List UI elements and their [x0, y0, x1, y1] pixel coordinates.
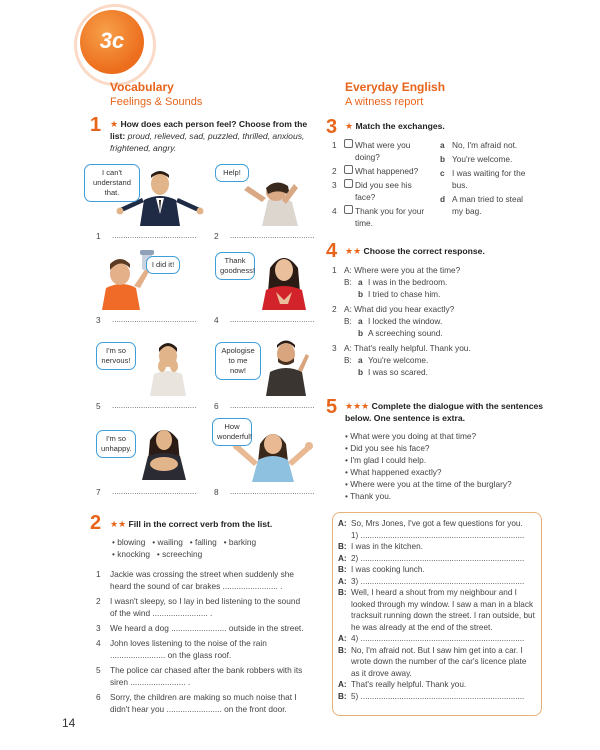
ex4-item-number: 2	[332, 304, 337, 314]
ex5-number: 5	[326, 396, 338, 418]
speech-bubble-6: Apologise to me now!	[215, 342, 261, 380]
ex5-instruction	[345, 400, 545, 424]
ex2-sentence-line: of the wind ........................ .	[110, 608, 213, 618]
ex1-answer-line-2: ......................................	[230, 231, 315, 240]
ex3-left-text: face?	[355, 192, 376, 202]
ex1-item-4-number: 4	[214, 315, 219, 325]
ex5-stars: ★★★	[345, 401, 370, 411]
ex4-option-a[interactable]: You're welcome.	[368, 355, 429, 365]
ex2-word-list-row-2: • knocking • screeching	[112, 549, 203, 559]
ex1-item-3-number: 3	[96, 315, 101, 325]
ex4-option-letter[interactable]: a	[358, 277, 363, 287]
ex2-word: knocking	[117, 549, 150, 559]
page-number: 14	[62, 716, 76, 730]
ex1-item-6-number: 6	[214, 401, 219, 411]
ex1-answer-line-3: ......................................	[112, 315, 197, 324]
dialogue-text: So, Mrs Jones, I've got a few questions for you.	[351, 519, 523, 528]
dialogue-speaker: A:	[338, 519, 347, 528]
unit-badge-label: 3c	[99, 28, 125, 53]
dialogue-speaker: B:	[338, 645, 347, 655]
ex1-stars: ★	[110, 119, 119, 129]
dialogue-answer-2[interactable]: 2) ........................................................................	[351, 553, 525, 563]
ex4-option-b[interactable]: I was so scared.	[368, 367, 428, 377]
ex4-number: 4	[326, 240, 338, 262]
ex1-answer-line-4: ......................................	[230, 315, 315, 324]
dialogue-line	[338, 668, 538, 680]
right-section-subtitle: A witness report	[345, 96, 424, 108]
ex5-bullet-text: I'm glad I could help.	[350, 455, 427, 465]
ex4-b-label: B:	[344, 355, 352, 365]
ex2-sentence-line: ........................ on the glass roof.	[110, 650, 232, 660]
ex2-sentence-number: 3	[96, 623, 101, 633]
ex1-instruction-bold: How does each person feel? Choose from the list:	[110, 119, 308, 141]
ex3-left-number: 4	[332, 206, 337, 216]
ex4-stars: ★★	[345, 246, 362, 256]
dialogue-speaker: B:	[338, 588, 347, 597]
ex2-sentence-line: Sorry, the children are making so much noise that I	[110, 692, 297, 702]
ex5-instruction-line-1: Complete the dialogue with the sentences	[371, 401, 544, 411]
ex4-option-letter[interactable]: b	[358, 367, 364, 377]
ex3-left-text: What were you	[355, 140, 411, 150]
ex5-bullet: • Thank you.	[345, 491, 392, 501]
dialogue-line	[338, 576, 538, 588]
ex3-stars: ★	[345, 121, 354, 131]
ex4-question: A: Where were you at the time?	[344, 265, 461, 275]
ex4-instruction-row	[345, 245, 485, 257]
ex2-sentence-line: didn't hear you ........................ on the front door.	[110, 704, 287, 714]
ex3-left-item	[332, 165, 432, 177]
ex3-left-text: doing?	[355, 152, 380, 162]
ex4-option-a[interactable]: I was in the bedroom.	[368, 277, 448, 287]
ex3-left-text: time.	[355, 218, 373, 228]
ex3-right-letter: d	[440, 194, 446, 204]
ex1-answer-line-5: ......................................	[112, 401, 197, 410]
dialogue-text: tracksuit running down the street. I ran outside, but	[351, 611, 535, 620]
ex1-instruction-words: proud, relieved, sad, puzzled, thrilled, anxious, frightened, angry.	[110, 131, 305, 153]
photo-angry-man	[262, 334, 310, 396]
ex5-bullet-text: What were you doing at that time?	[350, 431, 477, 441]
ex2-sentence	[96, 595, 310, 619]
ex5-bullet: • What were you doing at that time?	[345, 431, 477, 441]
ex2-sentence-number: 1	[96, 569, 101, 579]
ex3-left-text: Thank you for your	[355, 206, 425, 216]
dialogue-text: No, I'm afraid not. But I saw him get into a car. I	[351, 645, 523, 655]
ex5-bullet: • Did you see his face?	[345, 443, 430, 453]
ex2-sentence	[96, 637, 310, 661]
ex3-left-column	[332, 139, 432, 231]
dialogue-line	[338, 599, 538, 611]
ex3-left-text: What happened?	[355, 166, 419, 176]
ex1-item-8-number: 8	[214, 487, 219, 497]
ex4-b-label: B:	[344, 316, 352, 326]
ex2-sentence-line: I wasn't sleepy, so I lay in bed listening to the sound	[110, 596, 301, 606]
ex3-right-text: You're welcome.	[452, 154, 513, 164]
dialogue-speaker: A:	[338, 680, 347, 689]
ex2-sentence	[96, 568, 310, 592]
ex3-right-letter: a	[440, 140, 445, 150]
ex4-item	[332, 264, 542, 300]
match-checkbox[interactable]	[344, 165, 353, 174]
ex2-instruction-row	[110, 518, 272, 530]
dialogue-speaker: B:	[338, 691, 347, 701]
ex3-right-text: A man tried to steal	[452, 194, 524, 204]
dialogue-speaker: A:	[338, 634, 347, 643]
ex1-item-7-number: 7	[96, 487, 101, 497]
ex3-left-number: 3	[332, 180, 337, 190]
ex4-option-b[interactable]: I tried to chase him.	[368, 289, 441, 299]
ex5-bullet-text: Thank you.	[350, 491, 392, 501]
ex5-bullet: • What happened exactly?	[345, 467, 442, 477]
dialogue	[338, 518, 538, 702]
dialogue-speaker: B:	[338, 542, 347, 551]
dialogue-text: I was in the kitchen.	[351, 542, 423, 551]
ex4-option-a[interactable]: I locked the window.	[368, 316, 443, 326]
ex3-left-number: 1	[332, 140, 337, 150]
ex4-option-letter[interactable]: a	[358, 316, 363, 326]
ex3-left-text: Did you see his	[355, 180, 412, 190]
speech-bubble-4: Thank goodness!	[215, 252, 255, 280]
ex3-right-text: my bag.	[452, 206, 482, 216]
ex1-item-5-number: 5	[96, 401, 101, 411]
ex3-instruction: Match the exchanges.	[355, 121, 445, 131]
dialogue-line	[338, 564, 538, 576]
dialogue-speaker: B:	[338, 565, 347, 574]
ex3-right-text: I was waiting for the	[452, 168, 526, 178]
ex4-items	[332, 264, 542, 381]
ex3-instruction-row	[345, 120, 445, 132]
dialogue-text: he was already at the end of the street.	[351, 622, 493, 632]
speech-bubble-5: I'm so nervous!	[96, 342, 136, 370]
ex1-item-1-number: 1	[96, 231, 101, 241]
match-checkbox[interactable]	[344, 179, 353, 188]
ex4-option-letter[interactable]: a	[358, 355, 363, 365]
ex4-option-letter[interactable]: b	[358, 328, 364, 338]
ex2-sentence-line: The police car chased after the bank robbers with its	[110, 665, 303, 675]
ex2-word: screeching	[162, 549, 203, 559]
ex1-instruction	[110, 118, 320, 154]
right-section-title: Everyday English	[345, 80, 446, 94]
ex1-answer-line-1: ......................................	[112, 231, 197, 240]
dialogue-line	[338, 553, 538, 565]
ex4-question: A: What did you hear exactly?	[344, 304, 455, 314]
ex2-sentence-number: 6	[96, 692, 101, 702]
ex4-item-number: 3	[332, 343, 337, 353]
ex3-right-text: bus.	[452, 180, 468, 190]
ex3-right-item	[440, 167, 540, 191]
ex3-left-item	[332, 205, 432, 229]
left-section-title: Vocabulary	[110, 80, 174, 94]
ex3-right-item	[440, 153, 540, 165]
ex3-left-item	[332, 139, 432, 163]
ex2-sentence-line: John loves listening to the noise of the rain	[110, 638, 267, 648]
dialogue-line	[338, 679, 538, 691]
ex1-number: 1	[90, 114, 102, 136]
dialogue-line	[338, 691, 538, 703]
dialogue-line	[338, 587, 538, 599]
ex3-left-item	[332, 179, 432, 203]
ex5-instruction-line-2: below. One sentence is extra.	[345, 413, 466, 423]
left-section-subtitle: Feelings & Sounds	[110, 96, 203, 108]
speech-bubble-2: Help!	[215, 164, 249, 182]
ex1-item-2-number: 2	[214, 231, 219, 241]
dialogue-line	[338, 530, 538, 542]
ex3-right-column	[440, 139, 540, 219]
ex4-option-b[interactable]: A screeching sound.	[368, 328, 443, 338]
dialogue-answer-1[interactable]: 1) ........................................................................	[351, 530, 525, 540]
ex2-word-list-row-1: • blowing • wailing • falling • barking	[112, 537, 257, 547]
speech-bubble-1: I can't understand that.	[84, 164, 140, 202]
dialogue-text: I was cooking lunch.	[351, 565, 425, 574]
ex3-right-letter: c	[440, 168, 445, 178]
dialogue-line	[338, 541, 538, 553]
ex2-word: blowing	[117, 537, 146, 547]
ex4-b-label: B:	[344, 277, 352, 287]
ex2-word: falling	[195, 537, 217, 547]
ex3-right-item	[440, 193, 540, 217]
ex1-answer-line-7: ......................................	[112, 487, 197, 496]
ex3-right-letter: b	[440, 154, 446, 164]
ex4-option-letter[interactable]: b	[358, 289, 364, 299]
ex2-sentence-number: 2	[96, 596, 101, 606]
ex2-stars: ★★	[110, 519, 127, 529]
ex1-answer-line-6: ......................................	[230, 401, 315, 410]
ex2-sentence-number: 4	[96, 638, 101, 648]
dialogue-line	[338, 610, 538, 622]
ex2-word: barking	[228, 537, 257, 547]
ex3-number: 3	[326, 116, 338, 138]
match-checkbox[interactable]	[344, 139, 353, 148]
ex2-sentence-line: Jackie was crossing the street when suddenly she	[110, 569, 295, 579]
ex3-right-item	[440, 139, 540, 151]
ex2-sentence	[96, 622, 310, 634]
ex2-sentence-line: We heard a dog ........................ outside in the street.	[110, 623, 304, 633]
ex2-word: wailing	[157, 537, 183, 547]
ex4-item	[332, 303, 542, 339]
ex2-sentence-line: heard the sound of car brakes ........................ .	[110, 581, 283, 591]
ex4-instruction: Choose the correct response.	[363, 246, 485, 256]
ex2-sentence-number: 5	[96, 665, 101, 675]
dialogue-answer-4[interactable]: 4) ........................................................................	[351, 634, 525, 643]
ex2-instruction: Fill in the correct verb from the list.	[128, 519, 273, 529]
dialogue-line	[338, 622, 538, 634]
photo-anxious-man	[146, 334, 190, 396]
dialogue-answer-3[interactable]: 3) ........................................................................	[351, 576, 525, 586]
ex1-answer-line-8: ......................................	[230, 487, 315, 496]
match-checkbox[interactable]	[344, 205, 353, 214]
dialogue-text: as it drove away.	[351, 668, 412, 678]
unit-badge	[80, 10, 144, 74]
photo-relieved-woman	[256, 248, 312, 310]
ex2-sentence-line: siren ........................ .	[110, 677, 191, 687]
ex5-bullet: • I'm glad I could help.	[345, 455, 427, 465]
speech-bubble-8: How wonderful!	[212, 418, 252, 446]
dialogue-line	[338, 645, 538, 657]
ex3-right-text: No, I'm afraid not.	[452, 140, 518, 150]
ex5-bullet-text: Did you see his face?	[350, 443, 430, 453]
ex3-left-number: 2	[332, 166, 337, 176]
dialogue-line	[338, 518, 538, 530]
ex5-bullet-text: Where were you at the time of the burglary?	[350, 479, 512, 489]
dialogue-text: That's really helpful. Thank you.	[351, 680, 467, 689]
ex4-item-number: 1	[332, 265, 337, 275]
dialogue-speaker: A:	[338, 576, 347, 586]
ex5-bullet-text: What happened exactly?	[350, 467, 442, 477]
ex2-sentences	[96, 568, 310, 718]
ex4-item	[332, 342, 542, 378]
dialogue-line	[338, 633, 538, 645]
speech-bubble-3: I did it!	[146, 256, 180, 274]
dialogue-text: Well, I heard a shout from my neighbour and I	[351, 588, 517, 597]
ex5-sentence-list	[345, 430, 545, 502]
ex2-sentence	[96, 691, 310, 715]
ex2-number: 2	[90, 512, 102, 534]
ex2-sentence	[96, 664, 310, 688]
dialogue-line	[338, 656, 538, 668]
ex5-bullet: • Where were you at the time of the burglary?	[345, 479, 512, 489]
dialogue-answer-5[interactable]: 5) ........................................................................	[351, 691, 525, 701]
photo-sad-woman	[138, 418, 190, 480]
dialogue-speaker: A:	[338, 553, 347, 563]
ex4-question: A: That's really helpful. Thank you.	[344, 343, 471, 353]
dialogue-text: wrote down the number of the car's licence plate	[351, 657, 527, 666]
dialogue-text: looked through my window. I saw a man in a black	[351, 599, 534, 609]
speech-bubble-7: I'm so unhappy.	[96, 430, 136, 458]
